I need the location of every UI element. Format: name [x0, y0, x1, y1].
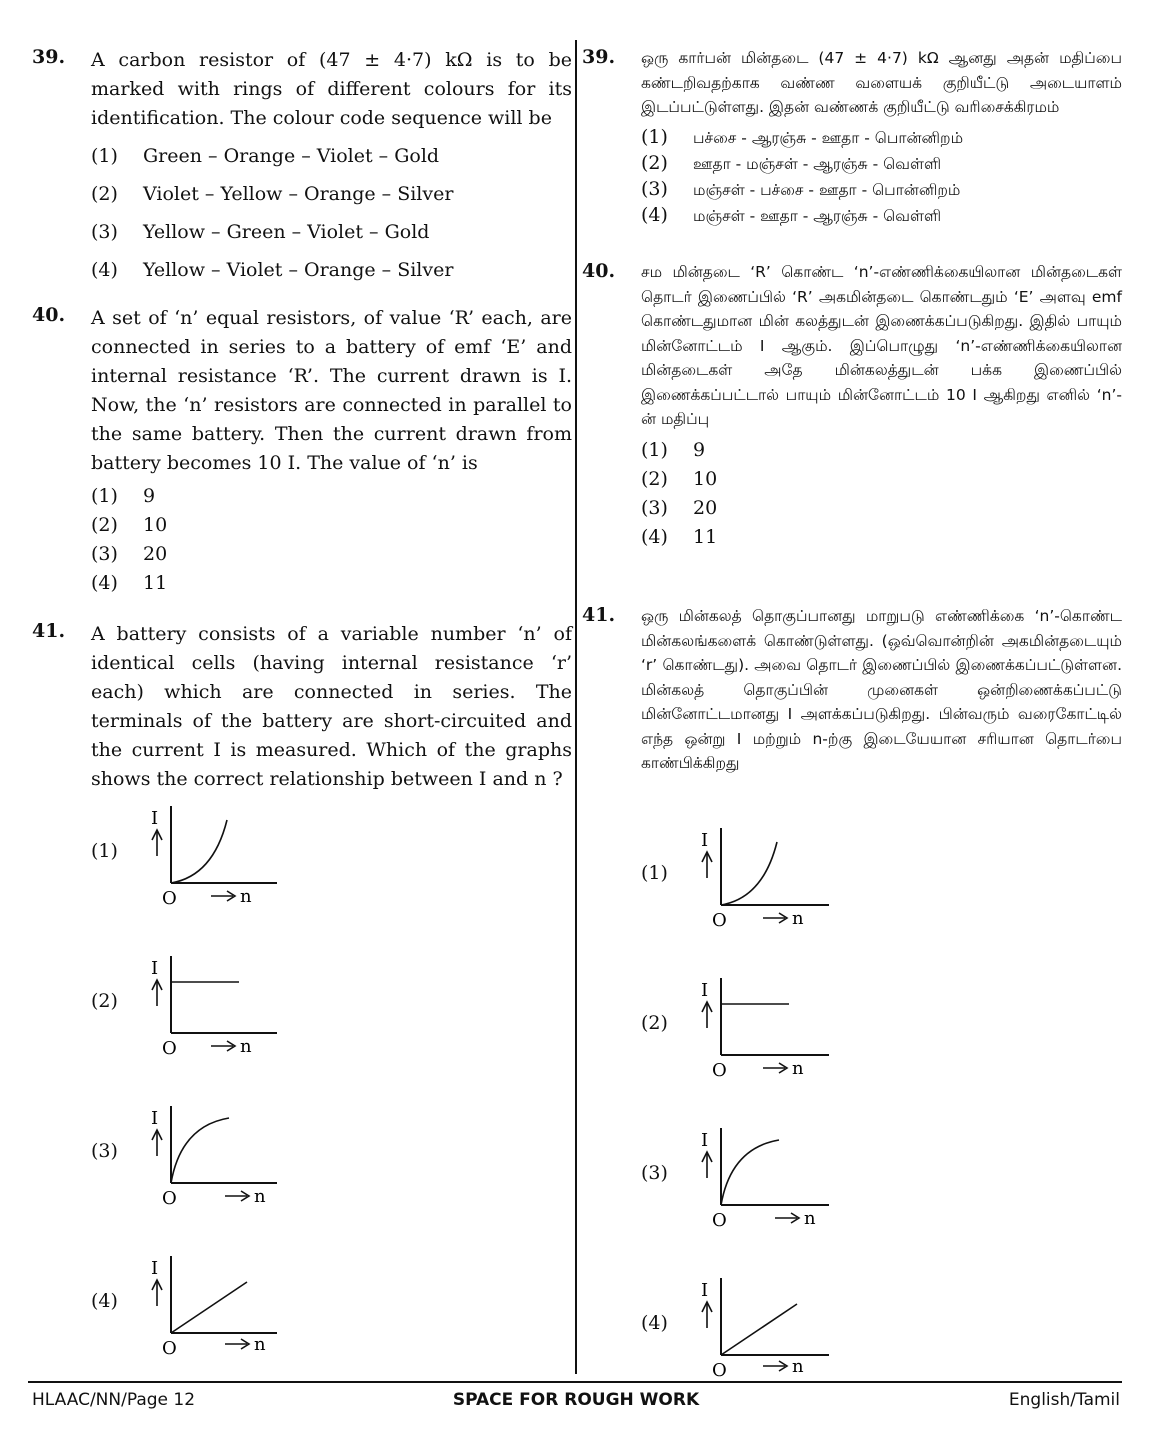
svg-text:I: I [701, 1130, 709, 1151]
option: (4) 11 [91, 572, 168, 594]
svg-text:I: I [701, 1280, 709, 1301]
graph-option-3 [91, 1100, 351, 1210]
footer-divider [28, 1381, 1122, 1383]
graph-saturating-curve [701, 1122, 841, 1232]
graph-option-1 [91, 800, 351, 910]
question-number: 39. [582, 46, 616, 68]
option: (1) பச்சை - ஆரஞ்சு - ஊதா - பொன்னிறம் [641, 125, 964, 148]
question-number: 40. [32, 304, 66, 326]
svg-text:O: O [162, 1188, 177, 1209]
question-text: A set of ‘n’ equal resistors, of value ‘R’ each, are connected in series to a battery of emf ‘E’ and internal resistance ‘R’. The current drawn is I. Now, the ‘n’ resistors are connected in parallel to the same battery. Then the current drawn from battery becomes 10 I. The value of ‘n’ is [91, 307, 572, 474]
question-39-en [32, 46, 572, 289]
option: (1) Green – Orange – Violet – Gold [91, 145, 440, 167]
graph-label: (2) [91, 990, 118, 1012]
graph-label: (3) [91, 1140, 118, 1162]
graph-linear [151, 1250, 291, 1360]
option: (2) 10 [91, 514, 168, 536]
svg-text:O: O [162, 1038, 177, 1059]
question-41-en [32, 620, 572, 794]
svg-text:O: O [712, 1360, 727, 1381]
question-40-en [32, 304, 572, 598]
option: (1) 9 [91, 485, 156, 507]
question-number: 41. [582, 604, 616, 626]
svg-text:I: I [701, 830, 709, 851]
question-text: ஒரு கார்பன் மின்தடை (47 ± 4·7) kΩ ஆனது அதன் மதிப்பை கண்டறிவதற்காக வண்ண வளையக் குறியீட்டு அடையாளம் இடப்பட்டுள்ளது. இதன் வண்ணக் குறியீட்டு வரிசைக்கிரமம் [641, 49, 1122, 116]
question-text: சம மின்தடை ‘R’ கொண்ட ‘n’-எண்ணிக்கையிலான மின்தடைகள் தொடர் இணைப்பில் ‘R’ அகமின்தடை கொண்டதும் ‘E’ அளவு emf கொண்டதுமான மின் கலத்துடன் இணைக்கப்படுகிறது. இதில் பாயும் மின்னோட்டம் I ஆகும். இப்பொழுது ‘n’-எண்ணிக்கையிலான மின்தடைகள் அதே மின்கலத்துடன் பக்க இணைப்பில் இணைக்கப்பட்டால் பாயும் மின்னோட்டம் 10 I ஆகிறது எனில் ‘n’-ன் மதிப்பு [641, 263, 1122, 428]
graph-constant [701, 972, 841, 1082]
page-code: HLAAC/NN/Page 12 [32, 1390, 196, 1410]
options [91, 137, 572, 289]
svg-text:n: n [792, 908, 804, 929]
question-text: A carbon resistor of (47 ± 4·7) kΩ is to be marked with rings of different colours for its identification. The colour code sequence will be [91, 49, 572, 129]
options [641, 436, 1122, 552]
svg-text:n: n [792, 1058, 804, 1079]
option: (3) 20 [91, 543, 168, 565]
option: (2) ஊதா - மஞ்சள் - ஆரஞ்சு - வெள்ளி [641, 151, 942, 174]
options [641, 124, 1122, 228]
svg-text:n: n [792, 1356, 804, 1377]
origin-label: O [162, 888, 177, 909]
graph-linear [701, 1272, 841, 1382]
option: (4) மஞ்சள் - ஊதா - ஆரஞ்சு - வெள்ளி [641, 203, 942, 226]
graph-option-4 [91, 1250, 351, 1360]
y-axis-label: I [151, 808, 159, 829]
graph-option-2 [91, 950, 351, 1060]
graph-saturating-curve [151, 1100, 291, 1210]
option: (4) Yellow – Violet – Orange – Silver [91, 259, 454, 281]
graph-label: (4) [641, 1312, 668, 1334]
column-divider [575, 40, 577, 1374]
svg-text:O: O [162, 1338, 177, 1359]
graph-label: (1) [641, 862, 668, 884]
question-number: 41. [32, 620, 66, 642]
svg-text:O: O [712, 1210, 727, 1231]
graph-increasing-curve [151, 800, 291, 910]
language-label: English/Tamil [1008, 1390, 1120, 1410]
x-axis-label: n [240, 886, 252, 907]
options [91, 482, 572, 598]
graph-label: (3) [641, 1162, 668, 1184]
graph-label: (2) [641, 1012, 668, 1034]
question-text: ஒரு மின்கலத் தொகுப்பானது மாறுபடு எண்ணிக்கை ‘n’-கொண்ட மின்கலங்களைக் கொண்டுள்ளது. (ஒவ்வொன்றின் அகமின்தடையும் ‘r’ கொண்டது). அவை தொடர் இணைப்பில் இணைக்கப்பட்டுள்ளன. மின்கலத் தொகுப்பின் முனைகள் ஒன்றிணைக்கப்பட்டு மின்னோட்டமானது I அளக்கப்படுகிறது. பின்வரும் வரைகோட்டில் எந்த ஒன்று I மற்றும் n-ற்கு இடையேயான சரியான தொடர்பை காண்பிக்கிறது [641, 607, 1122, 772]
option: (3) Yellow – Green – Violet – Gold [91, 221, 430, 243]
svg-text:I: I [151, 958, 159, 979]
rough-work-label: SPACE FOR ROUGH WORK [452, 1390, 700, 1410]
graph-constant [151, 950, 291, 1060]
option: (4) 11 [641, 525, 718, 548]
question-40-ta [582, 260, 1122, 552]
graph-option-3-ta [641, 1122, 901, 1232]
option: (3) 20 [641, 496, 718, 519]
option: (1) 9 [641, 438, 706, 461]
svg-text:n: n [804, 1208, 816, 1229]
svg-text:O: O [712, 910, 727, 931]
graph-label: (4) [91, 1290, 118, 1312]
question-41-ta [582, 604, 1122, 776]
svg-text:I: I [151, 1258, 159, 1279]
option: (2) 10 [641, 467, 718, 490]
svg-text:n: n [254, 1334, 266, 1355]
question-39-ta [582, 46, 1122, 228]
graph-increasing-curve [701, 822, 841, 932]
svg-text:O: O [712, 1060, 727, 1081]
question-number: 40. [582, 260, 616, 282]
graph-option-1-ta [641, 822, 901, 932]
option: (2) Violet – Yellow – Orange – Silver [91, 183, 454, 205]
svg-text:n: n [254, 1186, 266, 1207]
question-number: 39. [32, 46, 66, 68]
svg-text:I: I [701, 980, 709, 1001]
graph-option-2-ta [641, 972, 901, 1082]
svg-text:n: n [240, 1036, 252, 1057]
graph-option-4-ta [641, 1272, 901, 1382]
question-text: A battery consists of a variable number ‘n’ of identical cells (having internal resistance ‘r’ each) which are connected in series. The terminals of the battery are short-circuited and the current I is measured. Which of the graphs shows the correct relationship between I and n ? [91, 623, 572, 790]
graph-label: (1) [91, 840, 118, 862]
svg-text:I: I [151, 1108, 159, 1129]
option: (3) மஞ்சள் - பச்சை - ஊதா - பொன்னிறம் [641, 177, 961, 200]
